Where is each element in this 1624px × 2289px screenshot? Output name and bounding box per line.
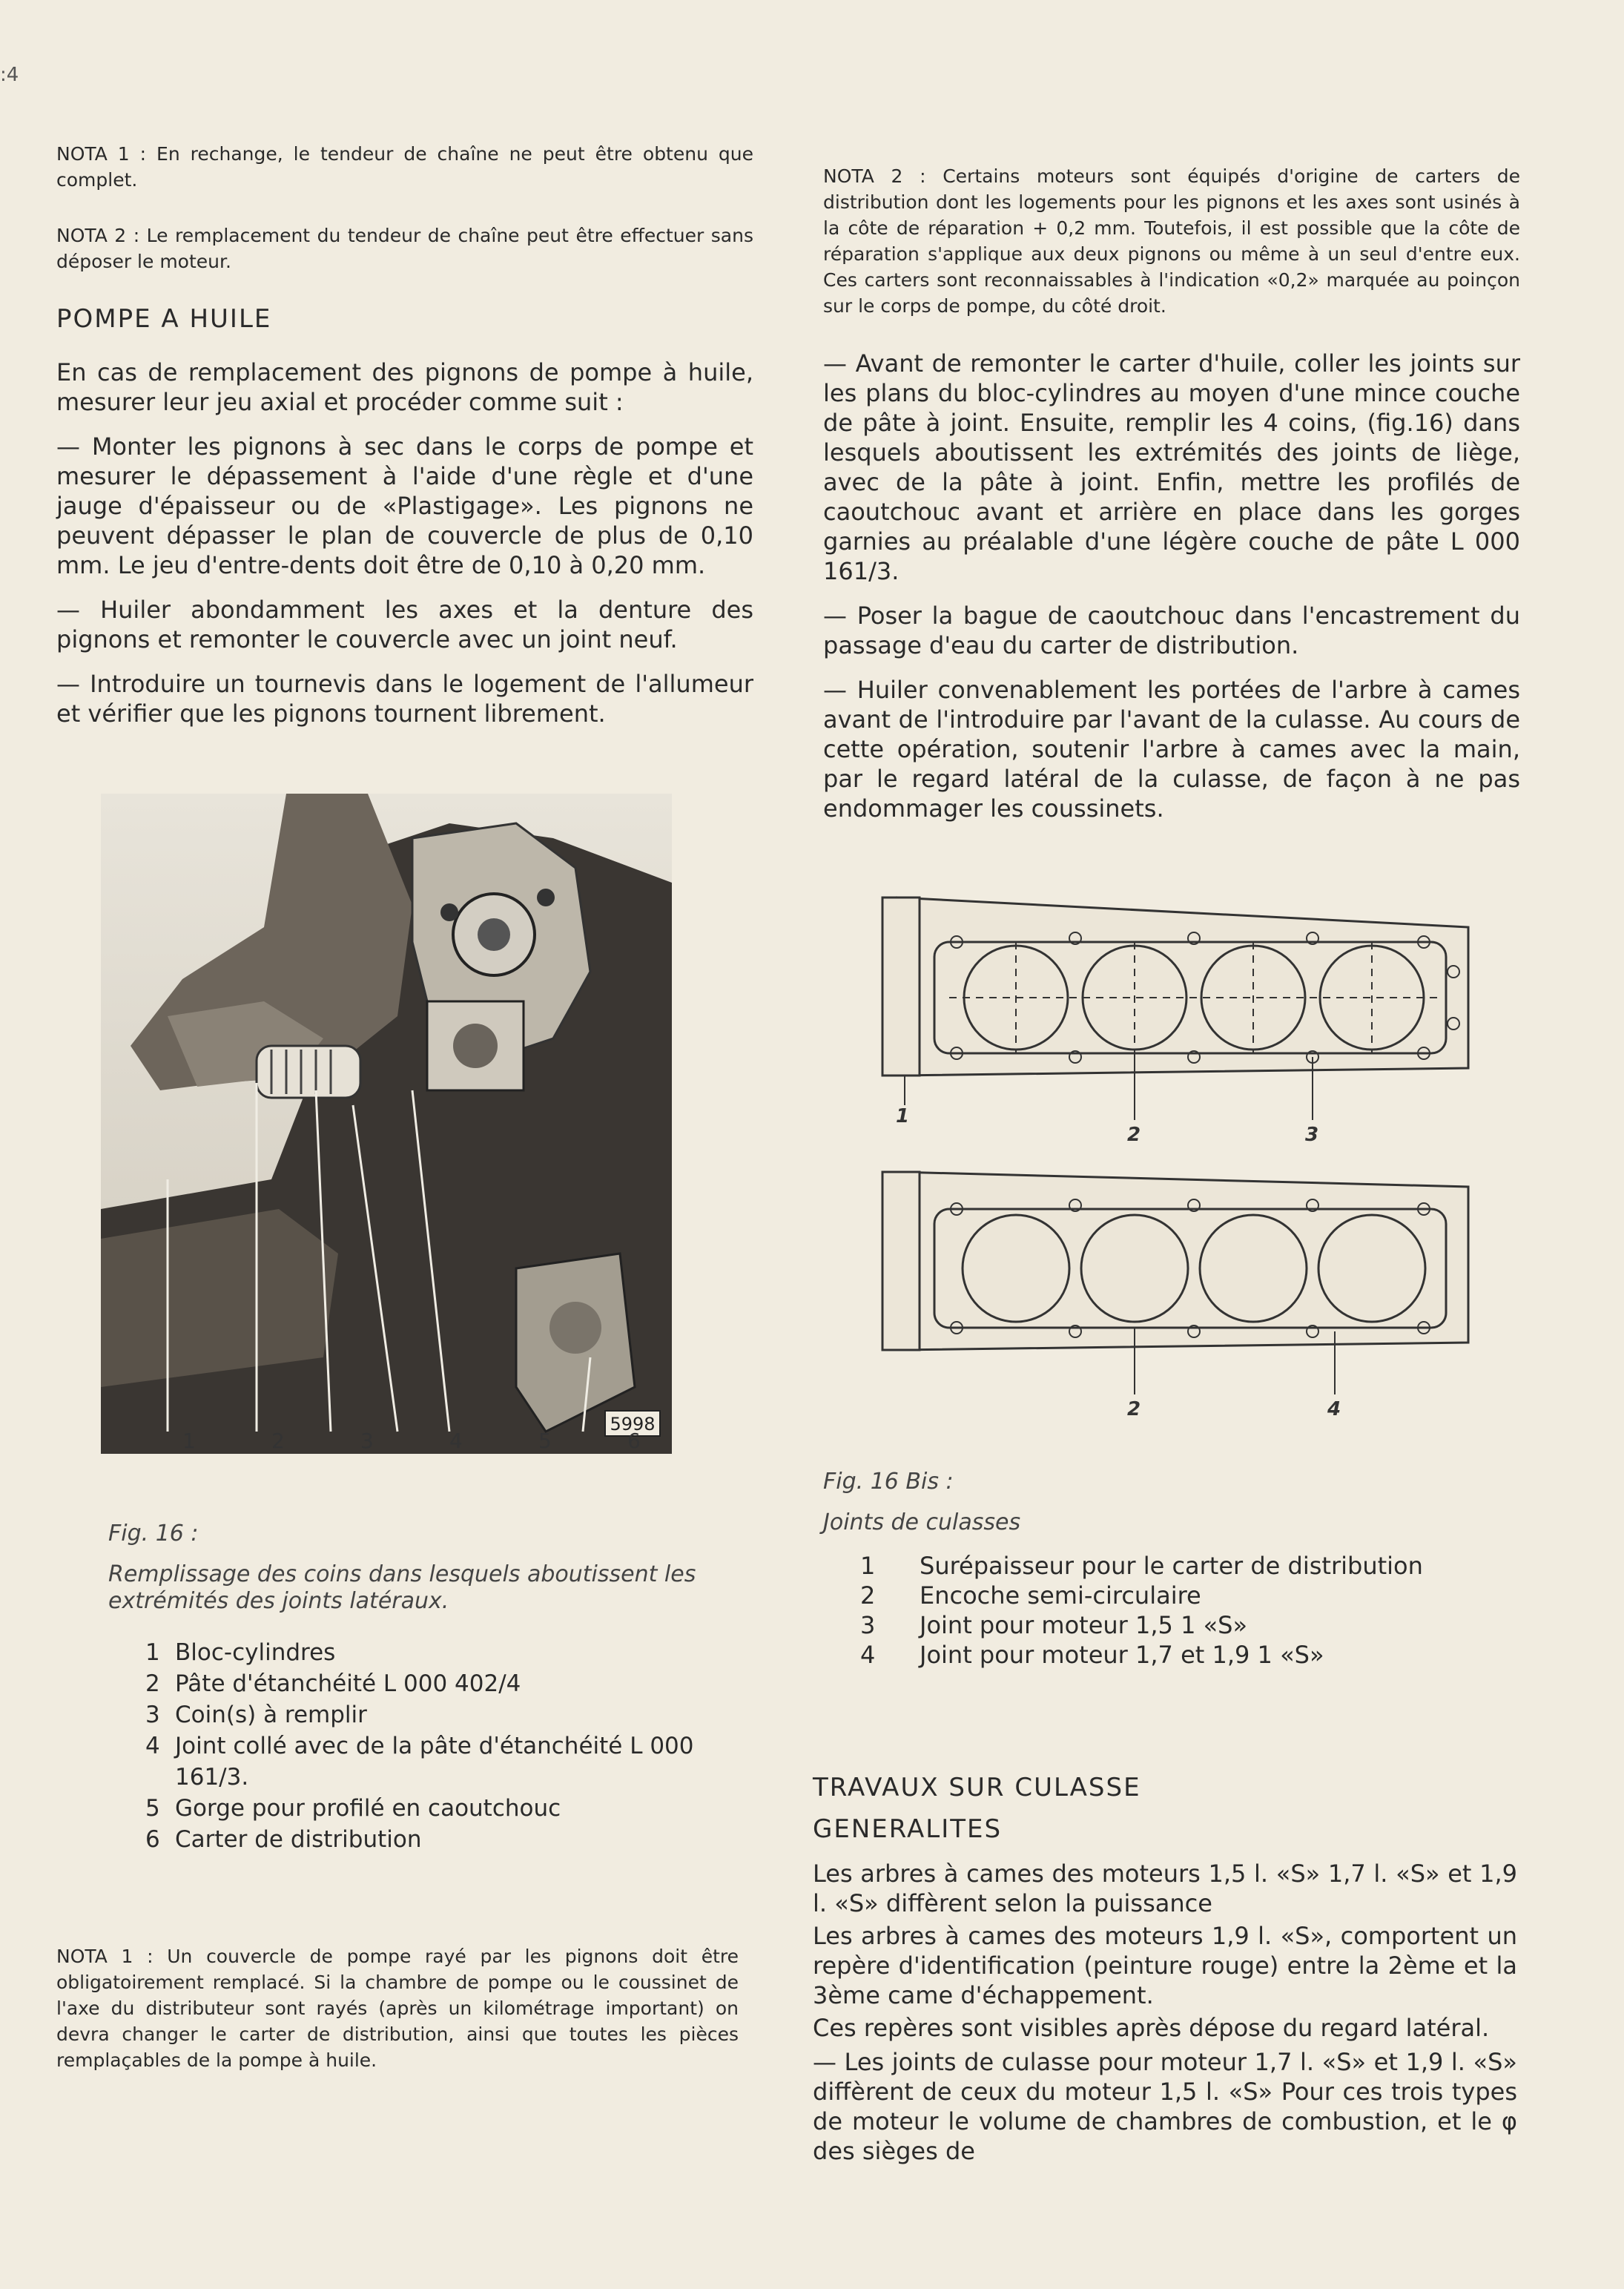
legend-item: 3 Joint pour moteur 1,5 1 «S» bbox=[860, 1611, 1248, 1639]
travaux-section bbox=[813, 1773, 1517, 2166]
heading-travaux: TRAVAUX SUR CULASSE bbox=[813, 1773, 1141, 1802]
fig16bis-title: Fig. 16 Bis : bbox=[823, 1469, 954, 1495]
right-column bbox=[823, 163, 1520, 838]
left-column bbox=[56, 141, 753, 743]
photo-label-4: 4 bbox=[449, 1429, 463, 1453]
legend-item: 5 Gorge pour profilé en caoutchouc bbox=[145, 1795, 561, 1822]
photo-reference: 5998 bbox=[610, 1414, 656, 1435]
nota-2-right: NOTA 2 : Certains moteurs sont équipés d'origine de carters de distribution dont les logements pour les pignons et les axes sont usinés à la côte de réparation + 0,2 mm. Toutefois, il est possible que la côte de réparation s'applique aux deux pignons ou même à un seul d'entre eux. Ces carters sont reconnaissables à l'indication «0,2» marquée au poinçon sur le corps de pompe, du côté droit. bbox=[823, 165, 1520, 317]
fig16-subtitle: Remplissage des coins dans lesquels aboutissent les extrémités des joints latéraux. bbox=[108, 1561, 696, 1614]
photo-label-6: 6 bbox=[627, 1429, 641, 1453]
photo-label-2: 2 bbox=[271, 1429, 285, 1453]
engine-photo bbox=[101, 794, 672, 1454]
photo-labels bbox=[101, 1429, 672, 1466]
legend-item: 2 Pâte d'étanchéité L 000 402/4 bbox=[145, 1670, 521, 1697]
paragraph-joints-culasse: — Les joints de culasse pour moteur 1,7 l. «S» et 1,9 l. «S» diffèrent de ceux du moteur 1,5 l. «S» Pour ces trois types de moteur le volume de chambres de combustion, et le φ des sièges de bbox=[813, 2048, 1517, 2165]
paragraph-arbres-cames-1: Les arbres à cames des moteurs 1,5 l. «S» 1,7 l. «S» et 1,9 l. «S» diffèrent selon la puissance bbox=[813, 1860, 1517, 1917]
diagram-label-top-1: 1 bbox=[896, 1105, 910, 1127]
legend-item: 6 Carter de distribution bbox=[145, 1826, 422, 1853]
paragraph-carter-huile: — Avant de remonter le carter d'huile, coller les joints sur les plans du bloc-cylindres au moyen d'une mince couche de pâte à joint. Ensuite, remplir les 4 coins, (fig.16) dans lesquels aboutissent les extrémités des joints de liège, avec de la pâte à joint. Enfin, mettre les profilés de caoutchouc avant et arrière en place dans les gorges garnies au préalable d'une légère couche de pâte L 000 161/3. bbox=[823, 349, 1520, 585]
nota-1b-block bbox=[56, 1943, 739, 2103]
heading-pompe-a-huile: POMPE A HUILE bbox=[56, 304, 272, 334]
legend-item: 4 Joint collé avec de la pâte d'étanchéité L 000 161/3. bbox=[145, 1733, 694, 1791]
paragraph-introduire: — Introduire un tournevis dans le logement de l'allumeur et vérifier que les pignons tournent librement. bbox=[56, 670, 753, 728]
fig16bis-legend bbox=[823, 1551, 1520, 1670]
legend-item: 2 Encoche semi-circulaire bbox=[860, 1581, 1201, 1610]
nota-1b: NOTA 1 : Un couvercle de pompe rayé par les pignons doit être obligatoirement remplacé. Si la chambre de pompe ou le coussinet de l'axe du distributeur sont rayés (après un kilométrage important) on devra changer le carter de distribution, ainsi que toutes les pièces remplaçables de la pompe à huile. bbox=[56, 1946, 739, 2071]
engine-photo-illustration bbox=[101, 794, 672, 1454]
nota-1: NOTA 1 : En rechange, le tendeur de chaîne ne peut être obtenu que complet. bbox=[56, 143, 753, 191]
legend-item: 4 Joint pour moteur 1,7 et 1,9 1 «S» bbox=[860, 1641, 1324, 1669]
fig16bis-caption bbox=[823, 1469, 1520, 1670]
legend-item: 3 Coin(s) à remplir bbox=[145, 1702, 367, 1728]
paragraph-intro: En cas de remplacement des pignons de pompe à huile, mesurer leur jeu axial et procéder comme suit : bbox=[56, 358, 753, 416]
gasket-diagram-svg bbox=[875, 883, 1483, 1446]
diagram-label-top-3: 3 bbox=[1305, 1124, 1319, 1146]
fig16bis-subtitle: Joints de culasses bbox=[823, 1509, 1021, 1535]
legend-item: 1 Bloc-cylindres bbox=[145, 1639, 336, 1666]
paragraph-reperes: Ces repères sont visibles après dépose du regard latéral. bbox=[813, 2014, 1490, 2042]
gasket-diagram bbox=[875, 883, 1483, 1446]
paragraph-bague: — Poser la bague de caoutchouc dans l'encastrement du passage d'eau du carter de distribution. bbox=[823, 602, 1520, 659]
diagram-label-bottom-2: 2 bbox=[1127, 1398, 1141, 1420]
paragraph-huiler: — Huiler abondamment les axes et la denture des pignons et remonter le couvercle avec un joint neuf. bbox=[56, 596, 753, 653]
page-number: :4 bbox=[0, 64, 19, 86]
paragraph-arbre-cames: — Huiler convenablement les portées de l'arbre à cames avant de l'introduire par l'avant de la culasse. Au cours de cette opération, soutenir l'arbre à cames avec la main, par le regard latéral de la culasse, de façon à ne pas endommager les coussinets. bbox=[823, 676, 1520, 823]
nota-2: NOTA 2 : Le remplacement du tendeur de chaîne peut être effectuer sans déposer le moteur. bbox=[56, 225, 753, 272]
paragraph-arbres-cames-2: Les arbres à cames des moteurs 1,9 l. «S», comportent un repère d'identification (peinture rouge) entre la 2ème et la 3ème came d'échappement. bbox=[813, 1922, 1517, 2009]
photo-label-1: 1 bbox=[182, 1429, 196, 1453]
fig16-legend bbox=[108, 1637, 746, 1855]
diagram-label-top-2: 2 bbox=[1127, 1124, 1141, 1146]
fig16-caption bbox=[108, 1521, 746, 1855]
diagram-label-bottom-4: 4 bbox=[1327, 1398, 1341, 1420]
photo-label-5: 5 bbox=[538, 1429, 552, 1453]
paragraph-monter: — Monter les pignons à sec dans le corps de pompe et mesurer le dépassement à l'aide d'une règle et d'une jauge d'épaisseur ou de «Plastigage». Les pignons ne peuvent dépasser le plan de couvercle de plus de 0,10 mm. Le jeu d'entre-dents doit être de 0,10 à 0,20 mm. bbox=[56, 432, 753, 579]
legend-item: 1 Surépaisseur pour le carter de distribution bbox=[860, 1552, 1423, 1580]
photo-label-3: 3 bbox=[360, 1429, 374, 1453]
heading-generalites: GENERALITES bbox=[813, 1814, 1003, 1844]
fig16-title: Fig. 16 : bbox=[108, 1521, 199, 1547]
